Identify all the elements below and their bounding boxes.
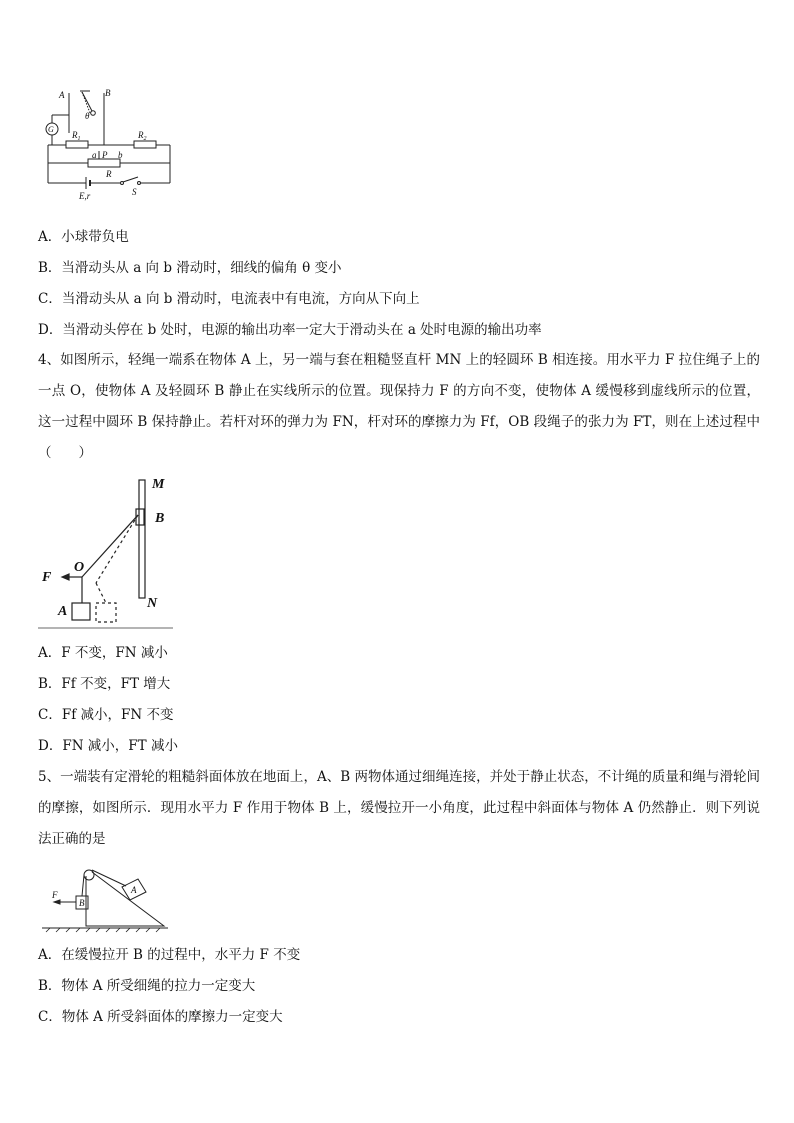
q5-option-c: C．物体 A 所受斜面体的摩擦力一定变大 xyxy=(38,1009,283,1025)
label-G: G xyxy=(48,125,54,134)
q5-option-a: A．在缓慢拉开 B 的过程中，水平力 F 不变 xyxy=(38,947,301,963)
label-b: b xyxy=(118,150,123,160)
q4-label-B: B xyxy=(155,511,165,526)
q5-label-B: B xyxy=(79,898,85,908)
q3-option-c: C．当滑动头从 a 向 b 滑动时，电流表中有电流，方向从下向上 xyxy=(38,291,420,307)
q5-figure xyxy=(38,862,173,934)
label-B: B xyxy=(105,88,111,98)
q4-label-N: N xyxy=(147,596,158,611)
q5-stem: 5、一端装有定滑轮的粗糙斜面体放在地面上，A、B 两物体通过细绳连接，并处于静止状态，不计绳的质量和绳与滑轮间的摩擦，如图所示．现用水平力 F 作用于物体 B 上，缓慢拉开一小角度，此过程中斜面体与物体 A 仍然静止．则下列说法正确的是 xyxy=(38,769,760,847)
label-S: S xyxy=(132,187,137,197)
q3-option-b: B．当滑动头从 a 向 b 滑动时，细线的偏角 θ 变小 xyxy=(38,260,342,276)
q3-option-a: A．小球带负电 xyxy=(38,229,129,245)
label-Er: E,r xyxy=(79,191,91,201)
label-R: R xyxy=(106,169,112,179)
q4-stem: 4、如图所示，轻绳一端系在物体 A 上，另一端与套在粗糙竖直杆 MN 上的轻圆环 B 相连接。用水平力 F 拉住绳子上的一点 O，使物体 A 及轻圆环 B 静止在实线所示的位置。现保持力 F 的方向不变，使物体 A 缓慢移到虚线所示的位置，这一过程中圆环 B 保持静止。若杆对环的弹力为 FN，杆对环的摩擦力为 Ff，OB 段绳子的张力为 FT，则在上述过程中（ ） xyxy=(38,352,760,461)
q4-label-F: F xyxy=(42,570,52,585)
q4-label-O: O xyxy=(74,560,85,575)
q4-option-b: B．Ff 不变，FT 增大 xyxy=(38,676,171,692)
label-P: P xyxy=(102,150,108,160)
q4-label-M: M xyxy=(152,477,165,492)
q5-label-F: F xyxy=(52,890,58,900)
label-A: A xyxy=(59,90,65,100)
label-a: a xyxy=(92,150,97,160)
q3-option-d: D．当滑动头停在 b 处时，电源的输出功率一定大于滑动头在 a 处时电源的输出功率 xyxy=(38,322,542,338)
q5-option-b: B．物体 A 所受细绳的拉力一定变大 xyxy=(38,978,256,994)
q4-option-d: D．FN 减小，FT 减小 xyxy=(38,738,178,754)
circuit-figure xyxy=(38,85,178,205)
q5-label-A: A xyxy=(131,885,137,895)
label-R1: $R_1$ xyxy=(72,130,81,142)
label-theta: θ xyxy=(85,111,90,121)
q4-label-A: A xyxy=(58,604,68,619)
q4-option-a: A．F 不变，FN 减小 xyxy=(38,645,168,661)
q4-option-c: C．Ff 减小，FN 不变 xyxy=(38,707,174,723)
label-R2: $R_2$ xyxy=(138,130,147,142)
q4-figure xyxy=(38,475,178,635)
